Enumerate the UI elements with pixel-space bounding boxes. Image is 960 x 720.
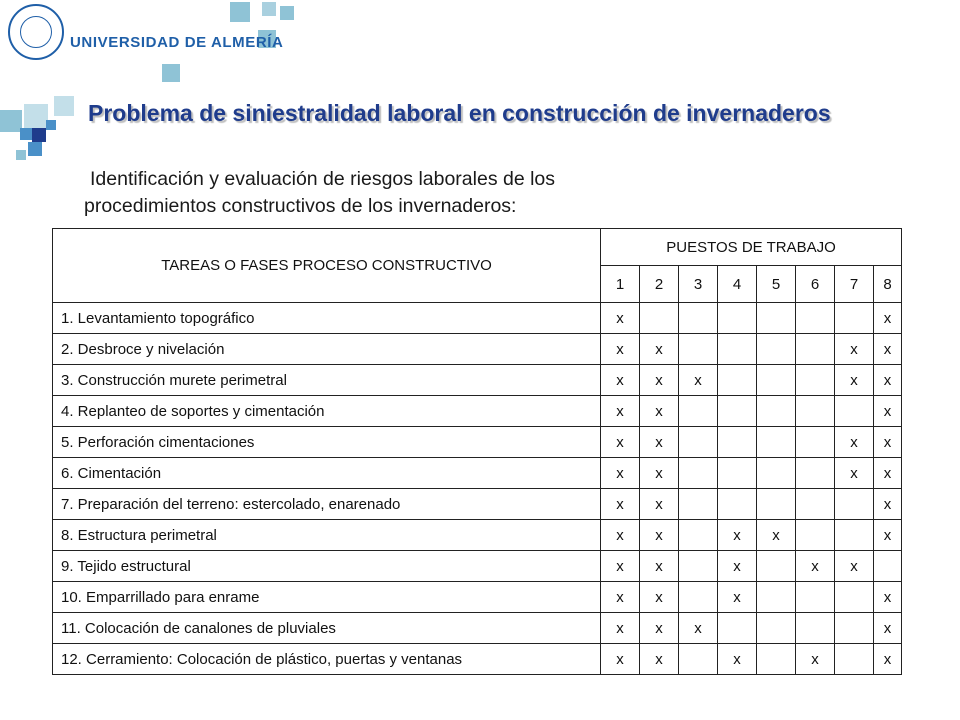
mark-cell: x bbox=[601, 334, 640, 365]
decor-square bbox=[20, 128, 32, 140]
mark-cell bbox=[757, 644, 796, 675]
mark-cell: x bbox=[640, 551, 679, 582]
mark-cell: x bbox=[601, 303, 640, 334]
mark-cell bbox=[679, 427, 718, 458]
mark-cell: x bbox=[835, 427, 874, 458]
mark-cell bbox=[718, 427, 757, 458]
mark-cell bbox=[796, 520, 835, 551]
mark-cell bbox=[718, 489, 757, 520]
position-number: 8 bbox=[874, 266, 902, 303]
table-row bbox=[53, 613, 902, 644]
mark-cell bbox=[718, 396, 757, 427]
mark-cell bbox=[679, 396, 718, 427]
subtitle bbox=[84, 166, 664, 220]
mark-cell bbox=[718, 365, 757, 396]
mark-cell bbox=[835, 303, 874, 334]
mark-cell bbox=[835, 582, 874, 613]
mark-cell bbox=[835, 489, 874, 520]
university-name: UNIVERSIDAD DE ALMERÍA bbox=[70, 34, 284, 51]
mark-cell: x bbox=[679, 365, 718, 396]
mark-cell: x bbox=[874, 396, 902, 427]
decor-square bbox=[32, 128, 46, 142]
mark-cell: x bbox=[640, 520, 679, 551]
mark-cell: x bbox=[835, 551, 874, 582]
mark-cell bbox=[679, 644, 718, 675]
table-row bbox=[53, 365, 902, 396]
mark-cell: x bbox=[601, 551, 640, 582]
task-cell: 11. Colocación de canalones de pluviales bbox=[53, 613, 601, 644]
mark-cell bbox=[796, 582, 835, 613]
position-number: 6 bbox=[796, 266, 835, 303]
position-number: 1 bbox=[601, 266, 640, 303]
task-cell: 7. Preparación del terreno: estercolado, enarenado bbox=[53, 489, 601, 520]
mark-cell: x bbox=[601, 520, 640, 551]
mark-cell bbox=[757, 489, 796, 520]
table-row bbox=[53, 489, 902, 520]
mark-cell: x bbox=[874, 427, 902, 458]
table-row bbox=[53, 551, 902, 582]
decor-square bbox=[24, 104, 48, 128]
mark-cell bbox=[796, 458, 835, 489]
mark-cell: x bbox=[874, 582, 902, 613]
mark-cell: x bbox=[874, 334, 902, 365]
position-number: 3 bbox=[679, 266, 718, 303]
mark-cell: x bbox=[601, 644, 640, 675]
mark-cell: x bbox=[640, 458, 679, 489]
table-row bbox=[53, 303, 902, 334]
mark-cell bbox=[796, 427, 835, 458]
mark-cell: x bbox=[874, 644, 902, 675]
mark-cell bbox=[835, 613, 874, 644]
task-cell: 10. Emparrillado para enrame bbox=[53, 582, 601, 613]
task-cell: 3. Construcción murete perimetral bbox=[53, 365, 601, 396]
position-number: 7 bbox=[835, 266, 874, 303]
mark-cell bbox=[718, 613, 757, 644]
mark-cell: x bbox=[718, 520, 757, 551]
task-cell: 12. Cerramiento: Colocación de plástico, puertas y ventanas bbox=[53, 644, 601, 675]
mark-cell: x bbox=[601, 613, 640, 644]
university-seal-icon bbox=[8, 4, 64, 60]
mark-cell: x bbox=[874, 365, 902, 396]
table-row bbox=[53, 396, 902, 427]
decor-square bbox=[0, 110, 22, 132]
mark-cell bbox=[757, 551, 796, 582]
mark-cell: x bbox=[601, 582, 640, 613]
mark-cell bbox=[757, 396, 796, 427]
mark-cell bbox=[679, 303, 718, 334]
task-cell: 4. Replanteo de soportes y cimentación bbox=[53, 396, 601, 427]
mark-cell bbox=[718, 458, 757, 489]
mark-cell: x bbox=[640, 613, 679, 644]
task-column-header: TAREAS O FASES PROCESO CONSTRUCTIVO bbox=[53, 229, 601, 303]
task-cell: 6. Cimentación bbox=[53, 458, 601, 489]
mark-cell: x bbox=[874, 489, 902, 520]
decor-square bbox=[54, 96, 74, 116]
table-row bbox=[53, 427, 902, 458]
mark-cell bbox=[757, 365, 796, 396]
mark-cell: x bbox=[835, 458, 874, 489]
mark-cell bbox=[796, 334, 835, 365]
task-cell: 5. Perforación cimentaciones bbox=[53, 427, 601, 458]
mark-cell: x bbox=[835, 334, 874, 365]
task-cell: 9. Tejido estructural bbox=[53, 551, 601, 582]
mark-cell: x bbox=[640, 582, 679, 613]
mark-cell: x bbox=[718, 644, 757, 675]
mark-cell: x bbox=[874, 458, 902, 489]
mark-cell bbox=[679, 489, 718, 520]
position-number: 5 bbox=[757, 266, 796, 303]
mark-cell: x bbox=[601, 427, 640, 458]
mark-cell: x bbox=[640, 334, 679, 365]
mark-cell bbox=[679, 551, 718, 582]
mark-cell: x bbox=[874, 613, 902, 644]
positions-header: PUESTOS DE TRABAJO bbox=[601, 229, 902, 266]
mark-cell: x bbox=[640, 365, 679, 396]
mark-cell: x bbox=[874, 520, 902, 551]
position-number: 2 bbox=[640, 266, 679, 303]
mark-cell: x bbox=[835, 365, 874, 396]
table-row bbox=[53, 644, 902, 675]
task-cell: 8. Estructura perimetral bbox=[53, 520, 601, 551]
mark-cell bbox=[796, 613, 835, 644]
mark-cell: x bbox=[796, 551, 835, 582]
mark-cell: x bbox=[640, 396, 679, 427]
position-number: 4 bbox=[718, 266, 757, 303]
decor-square bbox=[46, 120, 56, 130]
mark-cell: x bbox=[640, 427, 679, 458]
subtitle-line-1: Identificación y evaluación de riesgos laborales de los bbox=[90, 168, 556, 190]
mark-cell: x bbox=[718, 582, 757, 613]
table-row bbox=[53, 458, 902, 489]
mark-cell bbox=[679, 582, 718, 613]
mark-cell: x bbox=[601, 396, 640, 427]
mark-cell bbox=[757, 303, 796, 334]
mark-cell bbox=[835, 520, 874, 551]
mark-cell: x bbox=[757, 520, 796, 551]
decor-square bbox=[16, 150, 26, 160]
mark-cell: x bbox=[718, 551, 757, 582]
subtitle-line-2: procedimientos constructivos de los invernaderos: bbox=[84, 195, 517, 217]
mark-cell bbox=[757, 613, 796, 644]
mark-cell: x bbox=[874, 303, 902, 334]
mark-cell: x bbox=[640, 489, 679, 520]
task-cell: 2. Desbroce y nivelación bbox=[53, 334, 601, 365]
mark-cell: x bbox=[679, 613, 718, 644]
mark-cell bbox=[757, 334, 796, 365]
risk-table bbox=[52, 228, 902, 675]
mark-cell bbox=[796, 365, 835, 396]
mark-cell bbox=[679, 334, 718, 365]
mark-cell bbox=[874, 551, 902, 582]
decor-square bbox=[280, 6, 294, 20]
mark-cell bbox=[835, 644, 874, 675]
mark-cell bbox=[679, 520, 718, 551]
mark-cell bbox=[757, 458, 796, 489]
university-logo bbox=[8, 4, 284, 74]
decor-square bbox=[28, 142, 42, 156]
mark-cell: x bbox=[640, 644, 679, 675]
page-title: Problema de siniestralidad laboral en construcción de invernaderos bbox=[88, 100, 831, 126]
table-row bbox=[53, 520, 902, 551]
task-cell: 1. Levantamiento topográfico bbox=[53, 303, 601, 334]
mark-cell bbox=[796, 396, 835, 427]
mark-cell: x bbox=[796, 644, 835, 675]
mark-cell bbox=[679, 458, 718, 489]
mark-cell bbox=[835, 396, 874, 427]
mark-cell bbox=[757, 427, 796, 458]
mark-cell bbox=[718, 334, 757, 365]
mark-cell: x bbox=[601, 489, 640, 520]
table-row bbox=[53, 334, 902, 365]
mark-cell bbox=[757, 582, 796, 613]
mark-cell bbox=[718, 303, 757, 334]
mark-cell bbox=[640, 303, 679, 334]
mark-cell bbox=[796, 489, 835, 520]
mark-cell: x bbox=[601, 458, 640, 489]
mark-cell: x bbox=[601, 365, 640, 396]
mark-cell bbox=[796, 303, 835, 334]
table-row bbox=[53, 582, 902, 613]
decor-square bbox=[262, 2, 276, 16]
